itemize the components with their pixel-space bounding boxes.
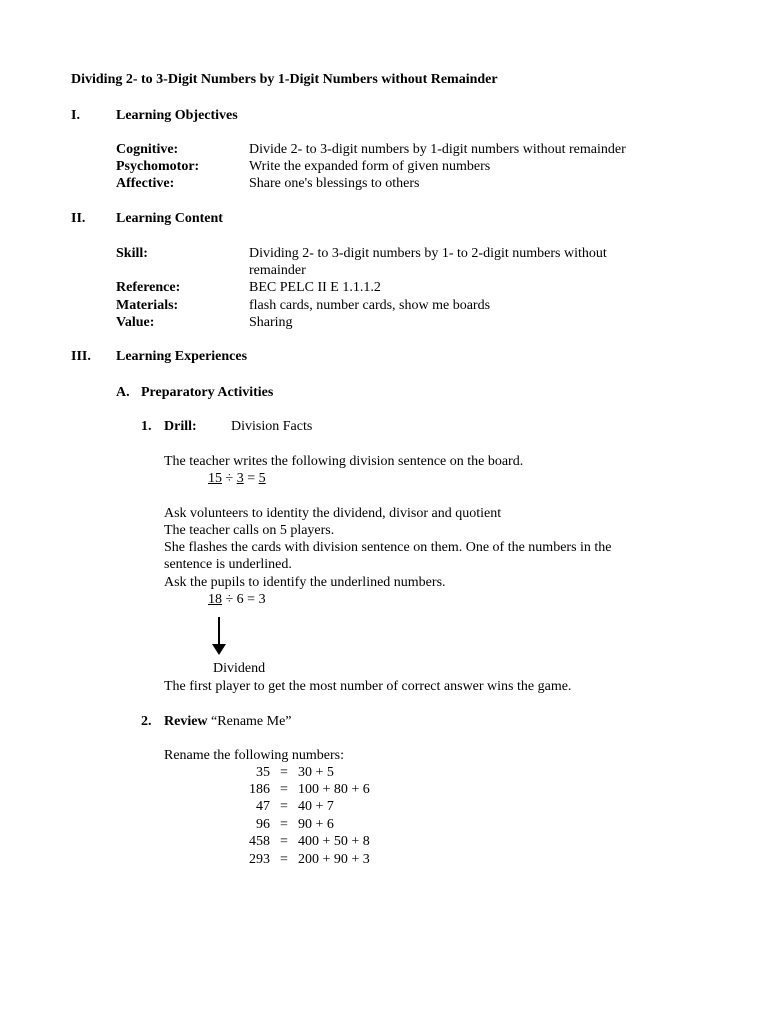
content-value-reference: BEC PELC II E 1.1.1.2 [249, 280, 381, 295]
objective-value-psychomotor: Write the expanded form of given numbers [249, 159, 491, 174]
section-1-heading: Learning Objectives [116, 108, 238, 123]
rename-row [236, 781, 370, 798]
rename-row [236, 764, 334, 781]
review-heading [164, 713, 292, 730]
division-sentence-example-1 [208, 470, 266, 487]
content-label-materials: Materials: [116, 298, 179, 313]
review-title: “Rename Me” [211, 714, 292, 729]
rename-equals: = [280, 834, 288, 849]
drill-line-2: The teacher calls on 5 players. [164, 523, 335, 538]
rename-row [236, 851, 370, 868]
content-value-skill-line2: remainder [249, 263, 306, 278]
rename-expanded: 30 + 5 [298, 765, 334, 780]
drill-label: Drill: [164, 419, 197, 434]
rename-expanded: 40 + 7 [298, 799, 334, 814]
content-label-skill: Skill: [116, 246, 148, 261]
review-number: 2. [141, 714, 152, 729]
rename-number: 96 [256, 817, 270, 832]
rename-expanded: 200 + 90 + 3 [298, 852, 370, 867]
content-value-materials: flash cards, number cards, show me boards [249, 298, 491, 313]
rename-row [236, 816, 334, 833]
rename-equals: = [280, 817, 288, 832]
section-2-heading: Learning Content [116, 211, 223, 226]
example-1-quotient: 5 [258, 471, 266, 486]
rename-equals: = [280, 782, 288, 797]
objective-label-affective: Affective: [116, 176, 175, 191]
section-3-heading: Learning Experiences [116, 349, 248, 364]
example-1-operator: ÷ [225, 471, 234, 486]
objective-label-psychomotor: Psychomotor: [116, 159, 200, 174]
rename-number: 47 [256, 799, 270, 814]
drill-line-5: Ask the pupils to identify the underlined numbers. [164, 575, 446, 590]
rename-number: 458 [249, 834, 270, 849]
drill-number: 1. [141, 419, 152, 434]
content-value-value: Sharing [249, 315, 293, 330]
content-label-value: Value: [116, 315, 155, 330]
rename-row [236, 833, 370, 850]
drill-line-1: Ask volunteers to identity the dividend, divisor and quotient [164, 506, 502, 521]
objective-value-cognitive: Divide 2- to 3-digit numbers by 1-digit numbers without remainder [249, 142, 626, 157]
rename-number: 35 [256, 765, 270, 780]
example-2-dividend: 18 [208, 592, 222, 607]
rename-equals: = [280, 799, 288, 814]
drill-line-4: sentence is underlined. [164, 557, 292, 572]
example-1-equals: = [247, 471, 256, 486]
subsection-a-heading: Preparatory Activities [141, 385, 274, 400]
objective-value-affective: Share one's blessings to others [249, 176, 420, 191]
objective-label-cognitive: Cognitive: [116, 142, 179, 157]
section-3-numeral: III. [71, 349, 91, 364]
rename-expanded: 90 + 6 [298, 817, 334, 832]
down-arrow-icon [218, 617, 220, 645]
rename-row [236, 798, 334, 815]
drill-topic: Division Facts [231, 419, 313, 434]
rename-number: 293 [249, 852, 270, 867]
drill-line-3: She flashes the cards with division sentence on them. One of the numbers in the [164, 540, 612, 555]
rename-expanded: 100 + 80 + 6 [298, 782, 370, 797]
rename-equals: = [280, 765, 288, 780]
rename-expanded: 400 + 50 + 8 [298, 834, 370, 849]
division-sentence-example-2 [208, 591, 266, 608]
arrow-head-icon [212, 644, 226, 655]
drill-intro: The teacher writes the following division sentence on the board. [164, 454, 524, 469]
section-1-numeral: I. [71, 108, 80, 123]
drill-closing: The first player to get the most number of correct answer wins the game. [164, 679, 572, 694]
review-label: Review [164, 714, 208, 729]
content-value-skill-line1: Dividing 2- to 3-digit numbers by 1- to 2-digit numbers without [249, 246, 607, 261]
example-1-dividend: 15 [208, 471, 222, 486]
content-label-reference: Reference: [116, 280, 181, 295]
review-intro: Rename the following numbers: [164, 748, 345, 763]
arrow-label-dividend: Dividend [213, 661, 266, 676]
section-2-numeral: II. [71, 211, 86, 226]
subsection-a-letter: A. [116, 385, 130, 400]
rename-number: 186 [249, 782, 270, 797]
document-title: Dividing 2- to 3-Digit Numbers by 1-Digit Numbers without Remainder [71, 72, 498, 87]
rename-equals: = [280, 852, 288, 867]
example-2-rest: ÷ 6 = 3 [222, 592, 266, 607]
example-1-divisor: 3 [236, 471, 244, 486]
